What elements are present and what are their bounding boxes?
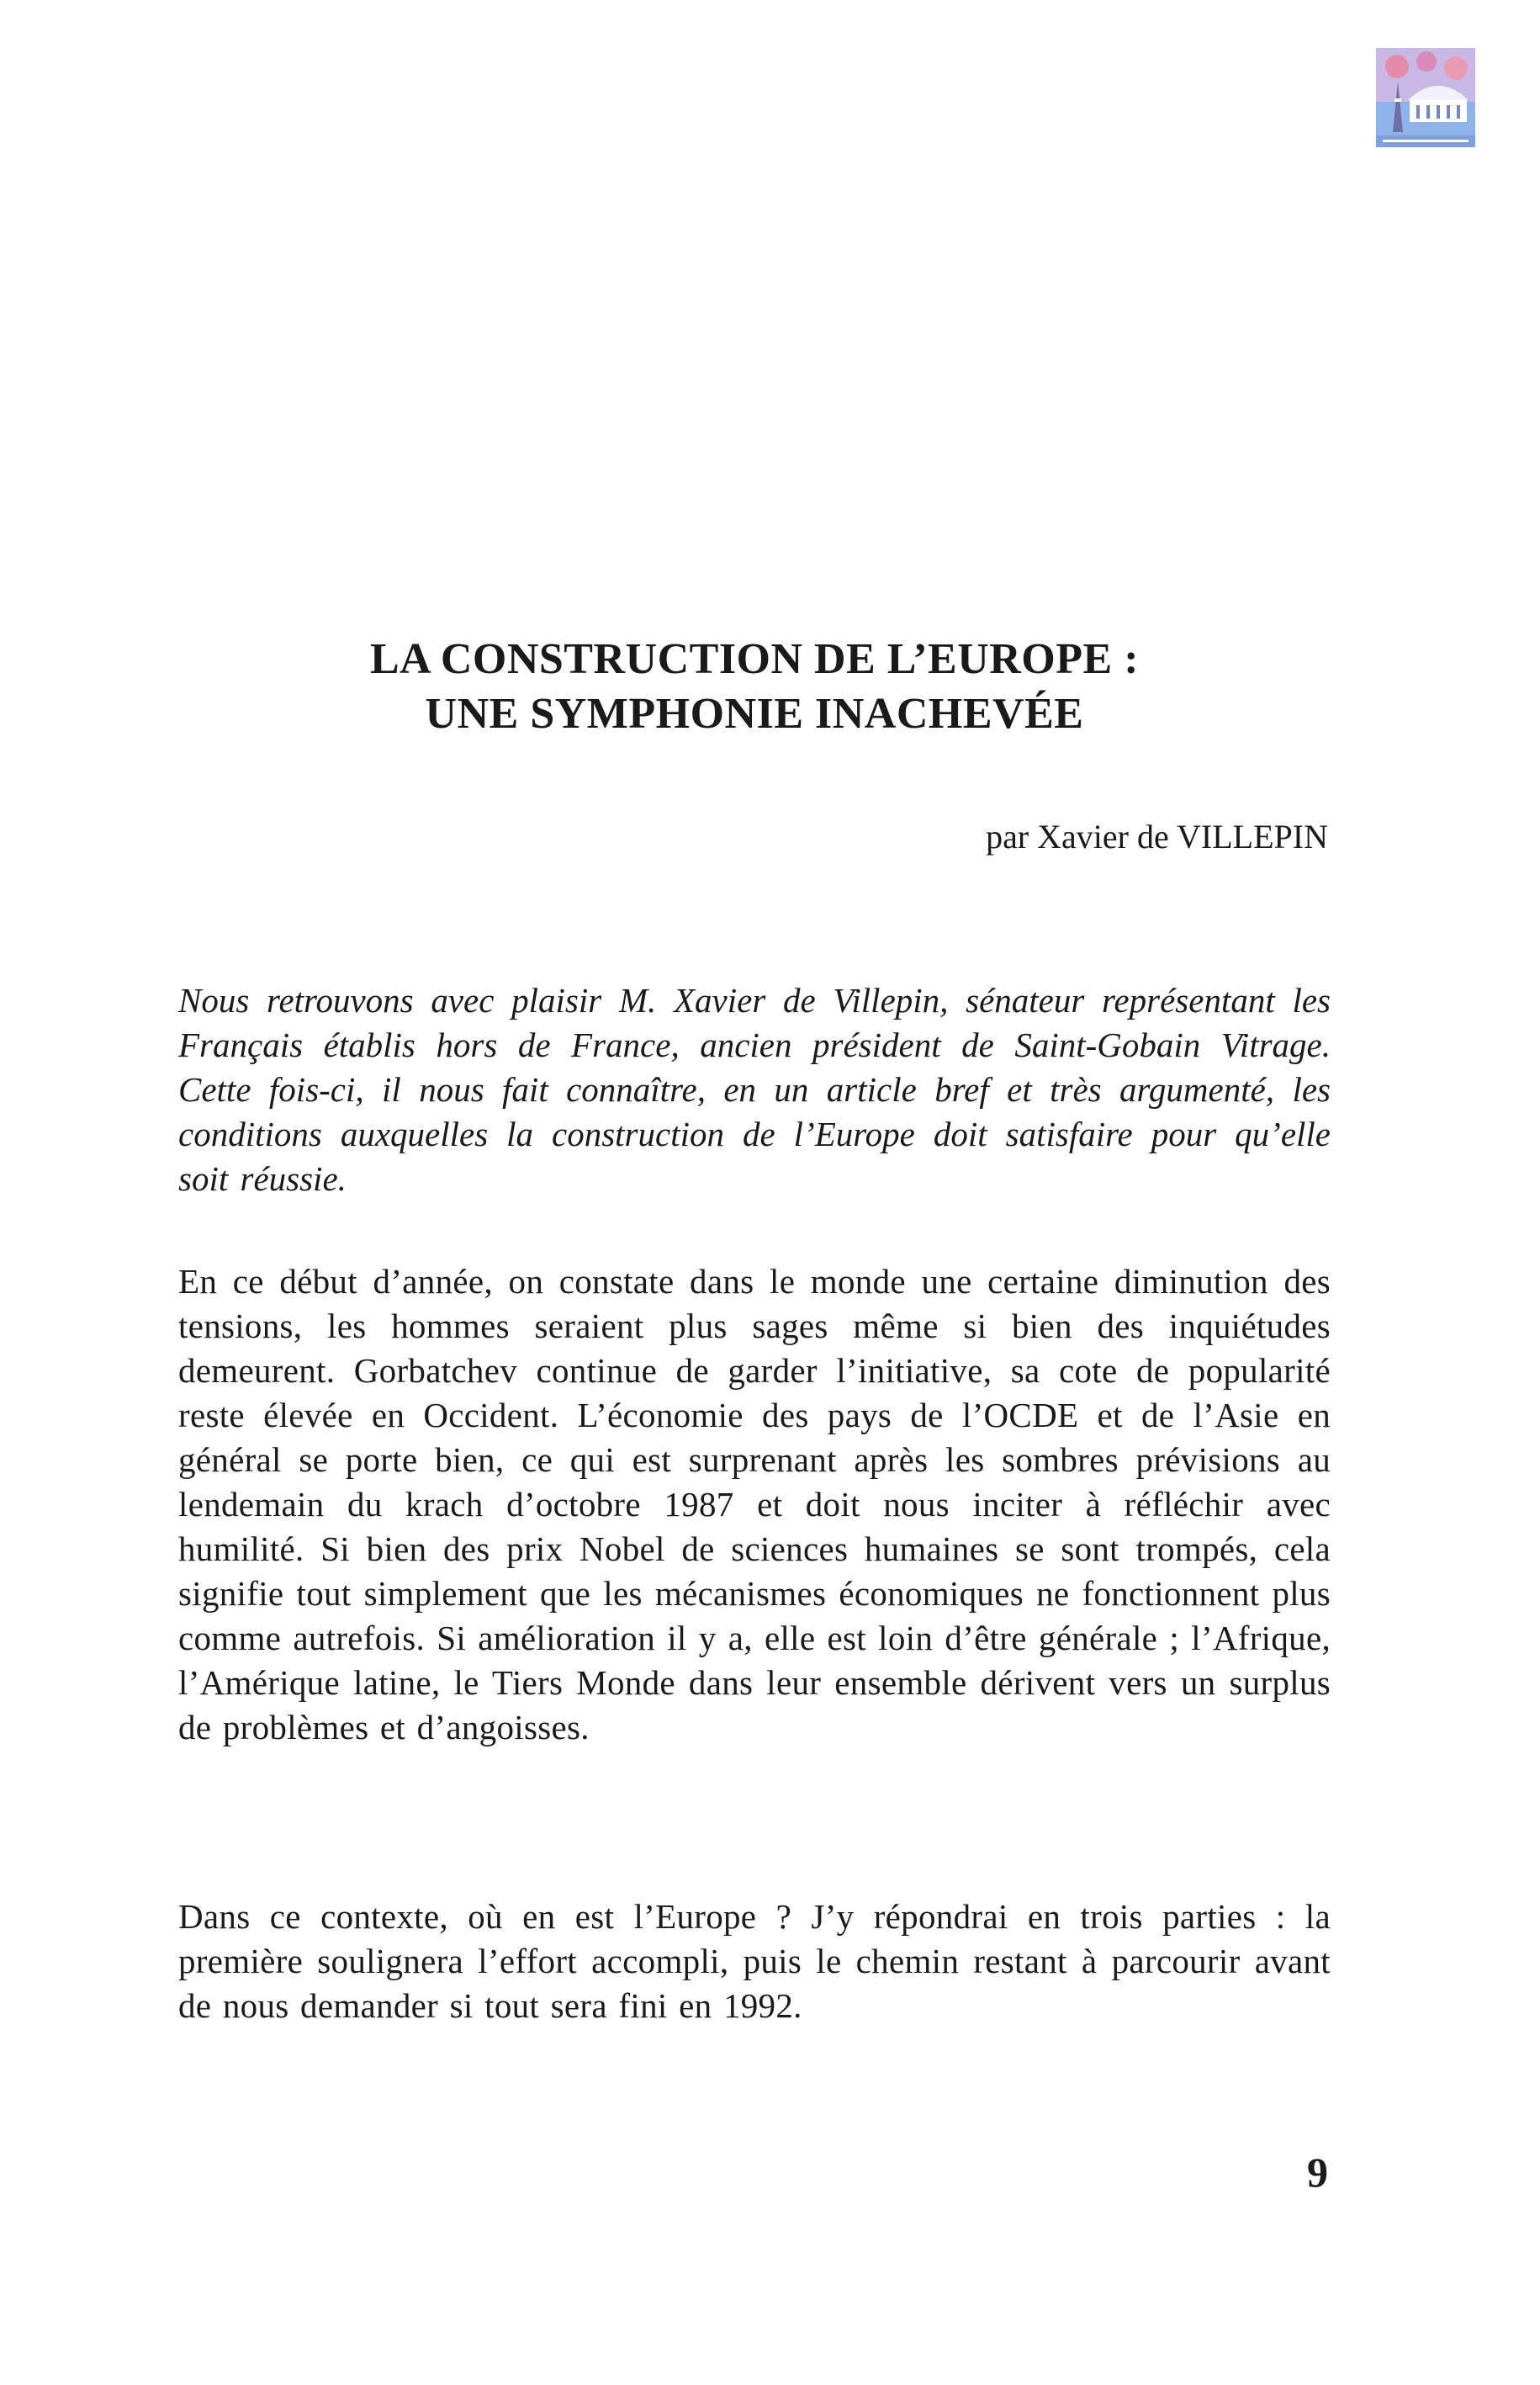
article-title-line-2: UNE SYMPHONIE INACHEVÉE — [425, 690, 1084, 738]
author-byline: par Xavier de VILLEPIN — [986, 818, 1328, 856]
article-title-line-1: LA CONSTRUCTION DE L’EUROPE : — [369, 635, 1140, 683]
senate-building-logo — [1376, 48, 1475, 147]
body-paragraph-1: En ce début d’année, on constate dans le monde une certaine diminution des tensions, les hommes seraient plus sages même si bien des inquiétudes demeurent. Gorbatchev continue de garder l’initiative, sa cote de popularité reste élevée en Occident. L’économie des pays de l’OCDE et de l’Asie en général se porte bien, ce qui est surprenant après les sombres prévisions au lendemain du krach d’octobre 1987 et doit nous inciter à réfléchir avec humilité. Si bien des prix Nobel de sciences humaines se sont trompés, cela signifie tout simplement que les mécanismes économiques ne fonctionnent plus comme autrefois. Si amélioration il y a, elle est loin d’être générale ; l’Afrique, l’Amérique latine, le Tiers Monde dans leur ensemble dérivent vers un surplus de problèmes et d’angoisses. — [178, 1262, 1331, 1746]
page-number: 9 — [1307, 2149, 1328, 2196]
intro-paragraph: Nous retrouvons avec plaisir M. Xavier de Villepin, sénateur représentant les Français établis hors de France, ancien président de Saint-Gobain Vitrage. Cette fois-ci, il nous fait connaître, en un article bref et très argumenté, les conditions auxquelles la construction de l’Europe doit satisfaire pour qu’elle soit réussie. — [178, 981, 1331, 1198]
body-paragraph-2: Dans ce contexte, où en est l’Europe ? J’y répondrai en trois parties : la première soulignera l’effort accompli, puis le chemin restant à parcourir avant de nous demander si tout sera fini en 1992. — [178, 1897, 1331, 2025]
